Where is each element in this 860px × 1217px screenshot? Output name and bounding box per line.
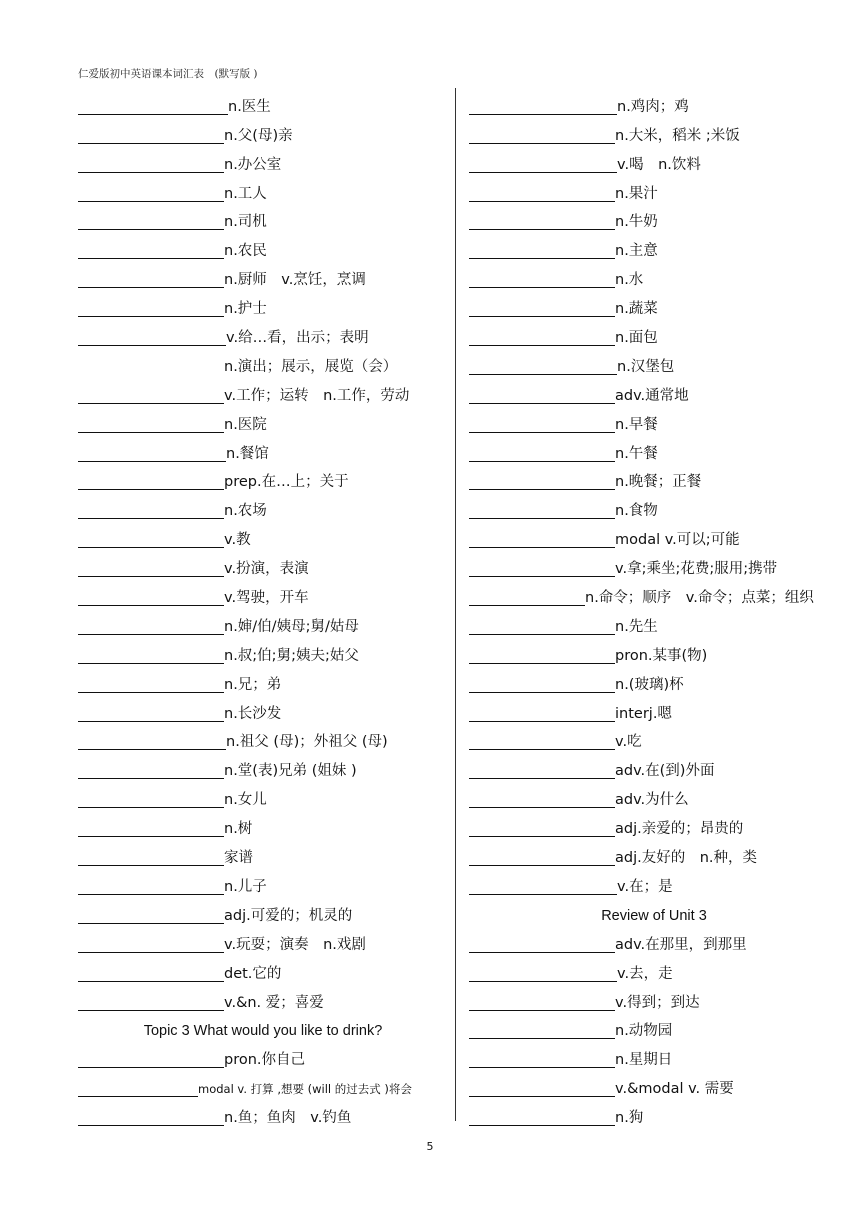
answer-blank[interactable]	[78, 936, 224, 953]
answer-blank[interactable]	[469, 618, 615, 635]
answer-blank[interactable]	[78, 907, 224, 924]
definition-text: n.午餐	[615, 445, 658, 462]
section-heading-text: Review of Unit 3	[601, 907, 707, 924]
definition-text: adj.亲爱的；昂贵的	[615, 821, 744, 838]
answer-blank[interactable]	[469, 531, 615, 548]
vocab-row	[469, 263, 839, 292]
definition-text: n.鱼；鱼肉 v.钓鱼	[224, 1110, 352, 1127]
answer-blank[interactable]	[469, 98, 617, 115]
definition-text: n.食物	[615, 503, 658, 520]
vocab-row	[469, 466, 839, 495]
vocab-row	[78, 523, 448, 552]
section-heading	[469, 899, 839, 928]
answer-blank[interactable]	[469, 242, 615, 259]
section-heading-text: Topic 3 What would you like to drink?	[143, 1023, 383, 1040]
definition-text: n.堂(表)兄弟 (姐妹 )	[224, 763, 357, 780]
vocab-row	[78, 263, 448, 292]
definition-text: v.得到；到达	[615, 994, 700, 1011]
vocab-row	[469, 726, 839, 755]
answer-blank[interactable]	[78, 531, 224, 548]
vocab-row	[78, 957, 448, 986]
answer-blank[interactable]	[78, 185, 224, 202]
vocab-row	[469, 1043, 839, 1072]
answer-blank[interactable]	[469, 791, 615, 808]
definition-text: adj.友好的 n.种，类	[615, 850, 758, 867]
answer-blank[interactable]	[469, 156, 617, 173]
vocab-row	[78, 581, 448, 610]
definition-text: 家谱	[224, 850, 253, 867]
definition-text: n.医院	[224, 416, 267, 433]
definition-text: n.叔;伯;舅;姨夫;姑父	[224, 647, 359, 664]
answer-blank[interactable]	[469, 589, 585, 606]
vocab-row	[78, 639, 448, 668]
answer-blank[interactable]	[78, 849, 224, 866]
vocab-row	[469, 610, 839, 639]
vocab-row	[469, 812, 839, 841]
answer-blank[interactable]	[78, 676, 224, 693]
vocab-row	[469, 437, 839, 466]
definition-text: modal v.可以;可能	[615, 532, 740, 549]
definition-text: n.大米，稻米 ;米饭	[615, 127, 740, 144]
definition-text: adj.可爱的；机灵的	[224, 907, 353, 924]
vocab-row	[469, 177, 839, 206]
vocab-row	[78, 754, 448, 783]
answer-blank[interactable]	[469, 705, 615, 722]
definition-text: n.树	[224, 821, 253, 838]
definition-text: n.婶/伯/姨母;舅/姑母	[224, 618, 359, 635]
vocab-row	[469, 754, 839, 783]
answer-blank[interactable]	[469, 878, 617, 895]
definition-text: v.教	[224, 532, 251, 549]
answer-blank[interactable]	[469, 213, 615, 230]
answer-blank[interactable]	[78, 271, 224, 288]
answer-blank[interactable]	[78, 300, 224, 317]
vocab-row	[78, 668, 448, 697]
vocab-row	[469, 552, 839, 581]
answer-blank[interactable]	[78, 98, 228, 115]
answer-blank[interactable]	[78, 1051, 224, 1068]
answer-blank[interactable]	[78, 358, 224, 375]
answer-blank[interactable]	[78, 878, 224, 895]
answer-blank[interactable]	[78, 994, 224, 1011]
definition-text: interj.嗯	[615, 705, 672, 722]
vocab-row	[78, 234, 448, 263]
vocab-row	[78, 783, 448, 812]
right-column	[469, 90, 839, 1130]
answer-blank[interactable]	[78, 502, 224, 519]
answer-blank[interactable]	[469, 358, 617, 375]
vocab-row	[469, 783, 839, 812]
vocab-row	[469, 697, 839, 726]
definition-text: v.吃	[615, 734, 642, 751]
vocab-row	[78, 177, 448, 206]
definition-text: v.&modal v. 需要	[615, 1081, 734, 1098]
vocab-row	[78, 90, 448, 119]
definition-text: n.主意	[615, 243, 658, 260]
answer-blank[interactable]	[469, 762, 615, 779]
vocab-row	[78, 812, 448, 841]
vocab-row	[469, 581, 839, 610]
definition-text: n.护士	[224, 301, 267, 318]
answer-blank[interactable]	[469, 329, 615, 346]
answer-blank[interactable]	[78, 445, 226, 462]
definition-text: n.牛奶	[615, 214, 658, 231]
answer-blank[interactable]	[469, 387, 615, 404]
vocab-row	[78, 494, 448, 523]
vocab-row	[469, 639, 839, 668]
definition-text: n.祖父 (母)；外祖父 (母)	[226, 734, 388, 751]
answer-blank[interactable]	[469, 1109, 615, 1126]
vocab-row	[469, 379, 839, 408]
definition-text: pron.你自己	[224, 1052, 306, 1069]
definition-text: n.早餐	[615, 416, 658, 433]
vocab-row	[469, 206, 839, 235]
answer-blank[interactable]	[469, 1022, 615, 1039]
answer-blank[interactable]	[469, 936, 615, 953]
vocab-row	[469, 1015, 839, 1044]
answer-blank[interactable]	[469, 676, 615, 693]
answer-blank[interactable]	[78, 329, 226, 346]
vocab-row	[469, 90, 839, 119]
definition-text: prep.在…上；关于	[224, 474, 349, 491]
answer-blank[interactable]	[469, 127, 615, 144]
definition-text: n.司机	[224, 214, 267, 231]
vocab-row	[469, 494, 839, 523]
definition-text: v.工作；运转 n.工作，劳动	[224, 387, 410, 404]
definition-text: n.父(母)亲	[224, 127, 293, 144]
answer-blank[interactable]	[78, 1080, 198, 1097]
definition-text: n.果汁	[615, 185, 658, 202]
answer-blank[interactable]	[469, 994, 615, 1011]
answer-blank[interactable]	[469, 820, 615, 837]
definition-text: n.狗	[615, 1110, 644, 1127]
vocab-row	[78, 552, 448, 581]
vocab-row	[78, 119, 448, 148]
definition-text: n.儿子	[224, 878, 267, 895]
definition-text: v.扮演，表演	[224, 561, 309, 578]
definition-text: n.动物园	[615, 1023, 673, 1040]
definition-text: modal v. 打算 ,想要 (will 的过去式 )将会	[198, 1082, 412, 1097]
vocab-row	[78, 408, 448, 437]
vocab-row	[78, 697, 448, 726]
vocab-row	[78, 292, 448, 321]
definition-text: v.去，走	[617, 965, 673, 982]
answer-blank[interactable]	[78, 387, 224, 404]
vocab-row	[78, 206, 448, 235]
vocab-row	[469, 986, 839, 1015]
definition-text: n.晚餐；正餐	[615, 474, 702, 491]
vocab-row	[469, 1072, 839, 1101]
definition-text: n.餐馆	[226, 445, 269, 462]
definition-text: n.医生	[228, 98, 271, 115]
vocab-row	[78, 1072, 448, 1101]
vocab-row	[469, 1101, 839, 1130]
answer-blank[interactable]	[469, 271, 615, 288]
definition-text: n.演出；展示，展览（会）	[224, 358, 398, 375]
definition-text: v.在；是	[617, 878, 673, 895]
definition-text: pron.某事(物)	[615, 647, 708, 664]
vocab-row	[78, 148, 448, 177]
definition-text: n.(玻璃)杯	[615, 676, 684, 693]
answer-blank[interactable]	[469, 849, 615, 866]
left-column	[78, 90, 448, 1130]
vocab-row	[469, 870, 839, 899]
vocab-row	[469, 234, 839, 263]
answer-blank[interactable]	[469, 416, 615, 433]
vocab-row	[469, 119, 839, 148]
definition-text: det.它的	[224, 965, 282, 982]
vocab-row	[78, 841, 448, 870]
answer-blank[interactable]	[78, 127, 224, 144]
vocab-row	[78, 379, 448, 408]
definition-text: n.厨师 v.烹饪，烹调	[224, 272, 366, 289]
definition-text: adv.在(到)外面	[615, 763, 715, 780]
vocab-row	[78, 610, 448, 639]
definition-text: n.星期日	[615, 1052, 673, 1069]
answer-blank[interactable]	[78, 1109, 224, 1126]
answer-blank[interactable]	[78, 156, 224, 173]
definition-text: n.长沙发	[224, 705, 282, 722]
definition-text: v.驾驶，开车	[224, 590, 309, 607]
definition-text: n.命令；顺序 v.命令；点菜；组织	[585, 590, 814, 607]
answer-blank[interactable]	[469, 965, 617, 982]
answer-blank[interactable]	[469, 502, 615, 519]
section-heading	[78, 1015, 448, 1044]
vocab-row	[78, 350, 448, 379]
vocab-row	[469, 668, 839, 697]
definition-text: v.玩耍；演奏 n.戏剧	[224, 936, 366, 953]
definition-text: n.办公室	[224, 156, 282, 173]
definition-text: n.女儿	[224, 792, 267, 809]
answer-blank[interactable]	[78, 473, 224, 490]
definition-text: n.鸡肉；鸡	[617, 98, 689, 115]
vocab-row	[78, 870, 448, 899]
answer-blank[interactable]	[469, 560, 615, 577]
vocab-row	[78, 1043, 448, 1072]
page-number: 5	[426, 1140, 434, 1153]
answer-blank[interactable]	[78, 733, 226, 750]
vocab-row	[469, 148, 839, 177]
vocab-row	[78, 466, 448, 495]
answer-blank[interactable]	[78, 618, 224, 635]
vocab-row	[78, 899, 448, 928]
definition-text: n.面包	[615, 330, 658, 347]
definition-text: n.蔬菜	[615, 301, 658, 318]
vocab-row	[469, 841, 839, 870]
definition-text: n.农场	[224, 503, 267, 520]
answer-blank[interactable]	[78, 560, 224, 577]
answer-blank[interactable]	[469, 473, 615, 490]
definition-text: v.&n. 爱；喜爱	[224, 994, 324, 1011]
definition-text: adv.通常地	[615, 387, 689, 404]
answer-blank[interactable]	[78, 705, 224, 722]
definition-text: v.拿;乘坐;花费;服用;携带	[615, 561, 778, 578]
vocab-row	[78, 986, 448, 1015]
answer-blank[interactable]	[78, 762, 224, 779]
definition-text: n.工人	[224, 185, 267, 202]
answer-blank[interactable]	[469, 1080, 615, 1097]
vocab-row	[469, 408, 839, 437]
vocab-row	[469, 957, 839, 986]
page-header: 仁爱版初中英语课本词汇表 (默写版 )	[78, 68, 258, 80]
answer-blank[interactable]	[78, 589, 224, 606]
definition-text: v.给…看，出示；表明	[226, 330, 369, 347]
definition-text: v.喝 n.饮料	[617, 156, 701, 173]
answer-blank[interactable]	[469, 733, 615, 750]
answer-blank[interactable]	[78, 965, 224, 982]
vocab-row	[469, 292, 839, 321]
answer-blank[interactable]	[78, 242, 224, 259]
definition-text: n.兄；弟	[224, 676, 282, 693]
vocab-row	[78, 928, 448, 957]
definition-text: n.汉堡包	[617, 358, 675, 375]
answer-blank[interactable]	[469, 185, 615, 202]
answer-blank[interactable]	[469, 1051, 615, 1068]
definition-text: n.农民	[224, 243, 267, 260]
answer-blank[interactable]	[78, 647, 224, 664]
vocab-row	[78, 437, 448, 466]
definition-text: adv.为什么	[615, 792, 689, 809]
answer-blank[interactable]	[78, 820, 224, 837]
vocab-row	[78, 726, 448, 755]
answer-blank[interactable]	[78, 213, 224, 230]
definition-text: n.水	[615, 272, 644, 289]
column-divider	[455, 88, 456, 1121]
answer-blank[interactable]	[469, 445, 615, 462]
vocab-row	[469, 350, 839, 379]
vocab-row	[469, 928, 839, 957]
vocab-row	[469, 321, 839, 350]
answer-blank[interactable]	[78, 416, 224, 433]
answer-blank[interactable]	[469, 647, 615, 664]
answer-blank[interactable]	[78, 791, 224, 808]
vocab-row	[469, 523, 839, 552]
vocab-row	[78, 1101, 448, 1130]
answer-blank[interactable]	[469, 300, 615, 317]
vocab-row	[78, 321, 448, 350]
definition-text: adv.在那里，到那里	[615, 936, 747, 953]
definition-text: n.先生	[615, 618, 658, 635]
